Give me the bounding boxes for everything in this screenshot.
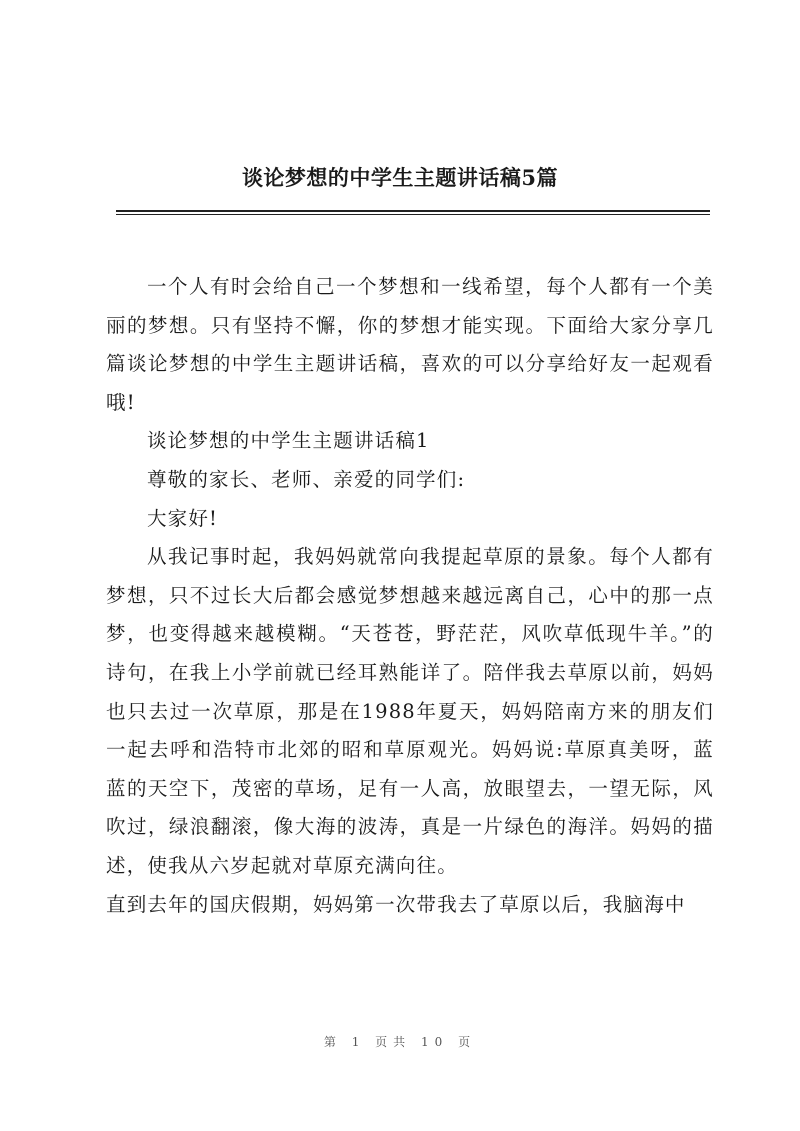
document-body [106, 268, 714, 924]
body-paragraph: 从我记事时起，我妈妈就常向我提起草原的景象。每个人都有梦想，只不过长大后都会感觉梦想越来越远离自己，心中的那一点梦，也变得越来越模糊。“天苍苍，野茫茫，风吹草低现牛羊。”的诗句，在我上小学前就已经耳熟能详了。陪伴我去草原以前，妈妈也只去过一次草原，那是在1988年夏天，妈妈陪南方来的朋友们一起去呼和浩特市北郊的昭和草原观光。妈妈说:草原真美呀，蓝蓝的天空下，茂密的草场，足有一人高，放眼望去，一望无际，风吹过，绿浪翻滚，像大海的波涛，真是一片绿色的海洋。妈妈的描述，使我从六岁起就对草原充满向往。 [106, 545, 714, 877]
salutation: 尊敬的家长、老师、亲爱的同学们: [146, 467, 466, 491]
document-title: 谈论梦想的中学生主题讲话稿5篇 [241, 165, 559, 190]
page-number-footer: 第 1 页共 10 页 [323, 1035, 477, 1049]
greeting: 大家好! [146, 506, 219, 530]
intro-paragraph: 一个人有时会给自己一个梦想和一线希望，每个人都有一个美丽的梦想。只有坚持不懈，你的梦想才能实现。下面给大家分享几篇谈论梦想的中学生主题讲话稿，喜欢的可以分享给好友一起观看哦! [106, 275, 714, 414]
section-heading: 谈论梦想的中学生主题讲话稿1 [146, 429, 430, 453]
title-divider [116, 210, 710, 212]
body-paragraph-continued: 直到去年的国庆假期，妈妈第一次带我去了草原以后，我脑海中 [106, 892, 686, 916]
title-divider-thin [116, 214, 710, 215]
